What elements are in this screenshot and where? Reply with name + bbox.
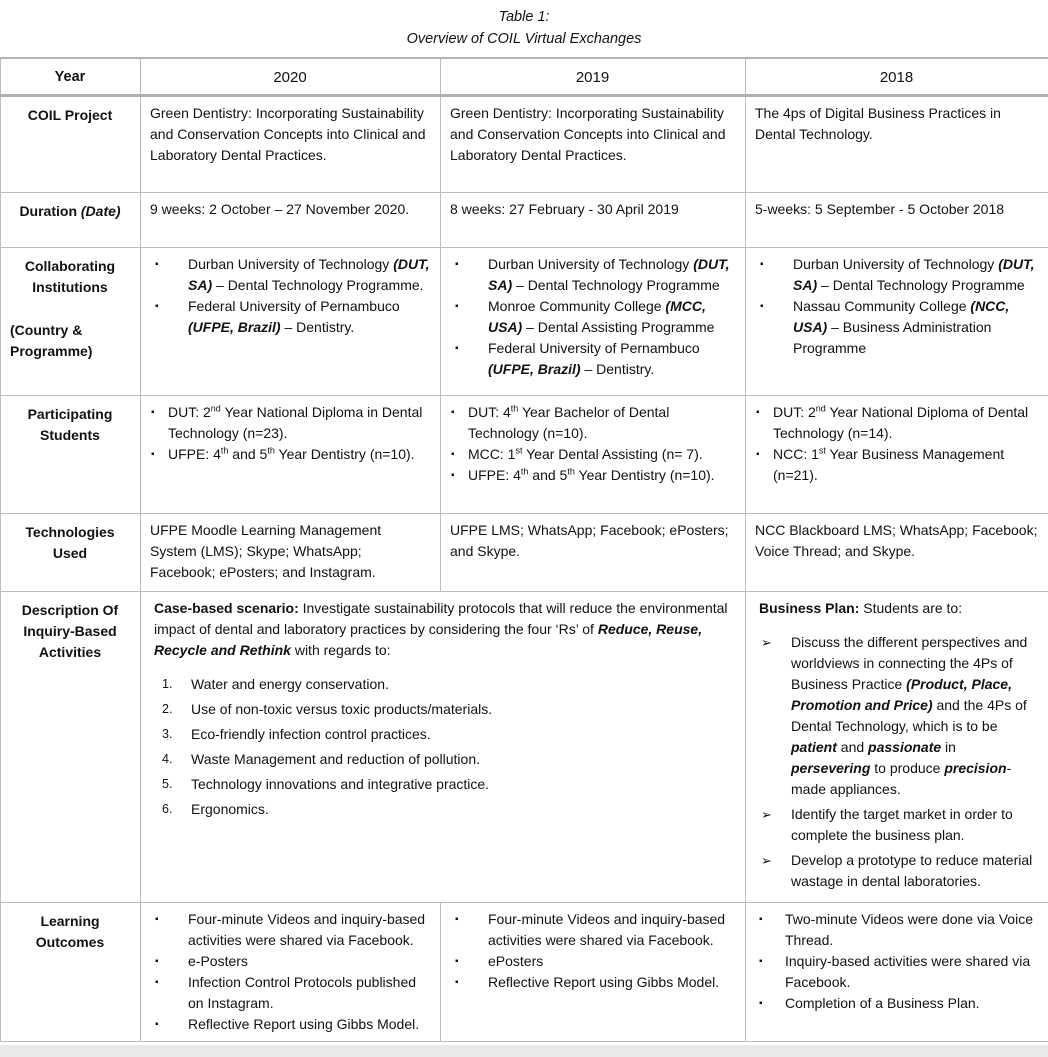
list-item (154, 674, 735, 695)
text-segment: Year Business Management (n=21). (773, 446, 1004, 483)
paragraph (154, 598, 735, 661)
data-cell (141, 396, 441, 514)
text-segment: (Product, Place, Promotion and Price) (791, 676, 1012, 713)
text-segment: st (819, 445, 826, 455)
text-segment: Completion of a Business Plan. (785, 995, 980, 1011)
text-segment: Year Dental Assisting (n= 7). (522, 446, 702, 462)
list-item-text (188, 1014, 430, 1035)
text-segment: (Country & Programme) (10, 322, 92, 359)
text-segment: UFPE: 4 (468, 467, 521, 483)
text-segment: (UFPE, Brazil) (188, 319, 281, 335)
text-segment: Durban University of Technology (793, 256, 998, 272)
text-segment: 9 weeks: 2 October – 27 November 2020. (150, 201, 409, 217)
header-cell-2019: 2019 (441, 58, 746, 96)
list-item (755, 296, 1038, 359)
bullet-marker: ▪ (150, 402, 168, 423)
text-segment: Year Dentistry (n=10). (575, 467, 715, 483)
paragraph (10, 201, 130, 222)
text-segment: Participating Students (28, 406, 113, 443)
text-segment: to produce (870, 760, 944, 776)
text-segment: – Dental Technology Programme. (212, 277, 423, 293)
text-segment: Infection Control Protocols published on Instagram. (188, 974, 416, 1011)
row-label-cell (1, 193, 141, 248)
text-segment: Green Dentistry: Incorporating Sustainability and Conservation Concepts into Clinical and Laboratory Dental Practices. (450, 105, 726, 163)
paragraph (10, 404, 130, 446)
paragraph (10, 522, 130, 564)
list-item (154, 749, 735, 770)
header-cell-2018: 2018 (746, 58, 1048, 96)
list-item (150, 1014, 430, 1035)
paragraph (450, 199, 735, 220)
text-segment: th (267, 445, 275, 455)
number-marker: 2. (154, 699, 191, 720)
text-segment: Nassau Community College (793, 298, 970, 314)
table-title (0, 6, 1048, 50)
data-cell (746, 396, 1048, 514)
text-segment: (NCC, USA) (793, 298, 1009, 335)
header-cell-year: Year (1, 58, 141, 96)
text-segment: with regards to: (291, 642, 391, 658)
bullet-marker: ▪ (755, 951, 785, 972)
text-segment: (UFPE, Brazil) (488, 361, 581, 377)
data-cell (441, 248, 746, 396)
text-segment: th (511, 403, 519, 413)
bullet-marker: ▪ (450, 465, 468, 486)
text-segment: Year National Diploma of Dental Technology (n=14). (773, 404, 1028, 441)
list-item-text (191, 749, 735, 770)
text-segment: patient (791, 739, 837, 755)
text-segment: Green Dentistry: Incorporating Sustainability and Conservation Concepts into Clinical and Laboratory Dental Practices. (150, 105, 426, 163)
coil-overview-table (0, 57, 1048, 1042)
data-cell (441, 193, 746, 248)
paragraph (450, 103, 735, 166)
list-item (759, 632, 1038, 800)
list-item (755, 951, 1038, 993)
list-item-text (191, 799, 735, 820)
list-item (154, 699, 735, 720)
list-item-text (191, 699, 735, 720)
text-segment: – Dental Assisting Programme (522, 319, 714, 335)
list-item (450, 402, 735, 444)
arrow-marker: ➢ (759, 804, 791, 825)
list-item-text (773, 444, 1038, 486)
text-segment: – Dentistry. (281, 319, 355, 335)
bullet-marker: ▪ (450, 444, 468, 465)
text-segment: Federal University of Pernambuco (488, 340, 700, 356)
text-segment: Case-based scenario: (154, 600, 299, 616)
text-segment: – Business Administration Programme (793, 319, 991, 356)
number-marker: 1. (154, 674, 191, 695)
text-segment: and the 4Ps of Dental Technology, which is to be (791, 697, 1027, 734)
text-segment: Year Bachelor of Dental Technology (n=10). (468, 404, 669, 441)
paragraph (150, 520, 430, 583)
text-segment: Technologies Used (25, 524, 114, 561)
text-segment: Reflective Report using Gibbs Model. (488, 974, 719, 990)
list-item (150, 444, 430, 465)
table-body (1, 96, 1048, 1042)
data-cell (746, 96, 1048, 193)
arrow-marker: ➢ (759, 632, 791, 653)
text-segment: Year Dentistry (n=10). (275, 446, 415, 462)
data-cell (746, 514, 1048, 592)
text-segment: (DUT, SA) (488, 256, 729, 293)
text-segment: DUT: 4 (468, 404, 511, 420)
text-segment: Learning Outcomes (36, 913, 104, 950)
list-item (450, 254, 735, 296)
bullet-marker: ▪ (150, 254, 188, 275)
list-item-text (468, 465, 735, 486)
table-row (1, 514, 1048, 592)
text-segment: Reflective Report using Gibbs Model. (188, 1016, 419, 1032)
text-segment: DUT: 2 (773, 404, 816, 420)
data-cell (141, 514, 441, 592)
data-cell (441, 96, 746, 193)
list-item (150, 972, 430, 1014)
list-item-text (488, 296, 735, 338)
text-segment: (DUT, SA) (188, 256, 429, 293)
paragraph (10, 600, 130, 663)
row-label-cell (1, 396, 141, 514)
text-segment: e-Posters (188, 953, 248, 969)
bullet-marker: ▪ (755, 296, 793, 317)
text-segment: – Dentistry. (581, 361, 655, 377)
text-segment: passionate (868, 739, 941, 755)
list-item (450, 296, 735, 338)
bullet-marker: ▪ (150, 951, 188, 972)
bullet-marker: ▪ (755, 254, 793, 275)
list-item-text (188, 951, 430, 972)
bullet-marker: ▪ (450, 254, 488, 275)
list-item (150, 909, 430, 951)
text-segment: Description Of Inquiry-Based Activities (22, 602, 118, 660)
text-segment: Identify the target market in order to complete the business plan. (791, 806, 1013, 843)
text-segment: in (941, 739, 956, 755)
list-item (755, 444, 1038, 486)
bullet-marker: ▪ (450, 402, 468, 423)
list-item-text (488, 254, 735, 296)
text-segment: and (837, 739, 868, 755)
text-segment: Duration (19, 203, 80, 219)
text-segment: Business Plan: (759, 600, 859, 616)
arrow-marker: ➢ (759, 850, 791, 871)
data-cell (746, 592, 1048, 903)
list-item (150, 296, 430, 338)
list-item-text (785, 951, 1038, 993)
text-segment: and 5 (528, 467, 567, 483)
text-segment: NCC: 1 (773, 446, 819, 462)
text-segment: Year National Diploma in Dental Technology (n=23). (168, 404, 422, 441)
text-segment: Technology innovations and integrative practice. (191, 776, 489, 792)
paragraph (759, 598, 1038, 619)
bullet-marker: ▪ (755, 909, 785, 930)
text-segment: COIL Project (28, 107, 113, 123)
bullet-marker: ▪ (755, 993, 785, 1014)
list-item (150, 402, 430, 444)
list-item (450, 972, 735, 993)
paragraph (755, 520, 1038, 562)
text-segment: UFPE Moodle Learning Management System (LMS); Skype; WhatsApp; Facebook; ePosters; and Instagram. (150, 522, 381, 580)
text-segment: – Dental Technology Programme (512, 277, 720, 293)
list-item-text (191, 774, 735, 795)
text-segment: nd (816, 403, 826, 413)
paragraph (450, 520, 735, 562)
text-segment: UFPE LMS; WhatsApp; Facebook; ePosters; and Skype. (450, 522, 729, 559)
table-row (1, 903, 1048, 1042)
list-item-text (188, 909, 430, 951)
text-segment: -made appliances. (791, 760, 1011, 797)
list-item-text (793, 254, 1038, 296)
list-item (450, 338, 735, 380)
list-item-text (468, 444, 735, 465)
text-segment: (MCC, USA) (488, 298, 706, 335)
text-segment: 8 weeks: 27 February - 30 April 2019 (450, 201, 679, 217)
table-row (1, 193, 1048, 248)
list-item-text (468, 402, 735, 444)
number-marker: 5. (154, 774, 191, 795)
list-item (450, 444, 735, 465)
data-cell (141, 903, 441, 1042)
text-segment: Water and energy conservation. (191, 676, 389, 692)
bullet-marker: ▪ (450, 296, 488, 317)
text-segment: Develop a prototype to reduce material wastage in dental laboratories. (791, 852, 1032, 889)
bullet-marker: ▪ (450, 338, 488, 359)
list-item-text (188, 296, 430, 338)
number-marker: 3. (154, 724, 191, 745)
text-segment: Reduce, Reuse, Recycle and Rethink (154, 621, 702, 658)
list-item-text (488, 972, 735, 993)
row-label-cell (1, 514, 141, 592)
list-item-text (791, 850, 1038, 892)
bullet-marker: ▪ (150, 909, 188, 930)
text-segment: UFPE: 4 (168, 446, 221, 462)
list-item-text (188, 254, 430, 296)
header-cell-2020: 2020 (141, 58, 441, 96)
bullet-marker: ▪ (450, 951, 488, 972)
bullet-marker: ▪ (450, 972, 488, 993)
text-segment: Discuss the different perspectives and worldviews in connecting the 4Ps of Business Practice (791, 634, 1027, 692)
data-cell (141, 96, 441, 193)
row-label-cell (1, 96, 141, 193)
list-item-text (793, 296, 1038, 359)
list-item (450, 951, 735, 972)
text-segment: ePosters (488, 953, 543, 969)
bullet-marker: ▪ (755, 444, 773, 465)
bullet-marker: ▪ (150, 972, 188, 993)
data-cell (141, 248, 441, 396)
text-segment: Monroe Community College (488, 298, 665, 314)
paragraph (10, 320, 130, 362)
text-segment: Collaborating Institutions (25, 258, 115, 295)
list-item (755, 402, 1038, 444)
text-segment: Investigate sustainability protocols that will reduce the environmental impact of dental and laboratory practices by considering the four ‘Rs’ of (154, 600, 728, 637)
list-item-text (785, 993, 1038, 1014)
text-segment: th (221, 445, 229, 455)
text-segment: MCC: 1 (468, 446, 515, 462)
text-segment: Four-minute Videos and inquiry-based activities were shared via Facebook. (188, 911, 425, 948)
list-item (154, 774, 735, 795)
text-segment: Waste Management and reduction of pollution. (191, 751, 480, 767)
table-row (1, 592, 1048, 903)
bottom-shadow-band (0, 1045, 1048, 1057)
paragraph (10, 105, 130, 126)
text-segment: – Dental Technology Programme (817, 277, 1025, 293)
text-segment: (Date) (81, 203, 121, 219)
list-item-text (488, 338, 735, 380)
list-item-text (488, 951, 735, 972)
text-segment: Ergonomics. (191, 801, 269, 817)
paragraph (10, 911, 130, 953)
list-item-text (191, 724, 735, 745)
text-segment: th (567, 466, 575, 476)
text-segment: persevering (791, 760, 870, 776)
list-item (759, 804, 1038, 846)
table-row (1, 96, 1048, 193)
bullet-marker: ▪ (450, 909, 488, 930)
table-row (1, 396, 1048, 514)
list-item-text (188, 972, 430, 1014)
table-title-caption: Overview of COIL Virtual Exchanges (0, 28, 1048, 50)
list-item (759, 850, 1038, 892)
list-item (154, 799, 735, 820)
table-row (1, 248, 1048, 396)
text-segment: (DUT, SA) (793, 256, 1034, 293)
text-segment: NCC Blackboard LMS; WhatsApp; Facebook; Voice Thread; and Skype. (755, 522, 1037, 559)
text-segment: 5-weeks: 5 September - 5 October 2018 (755, 201, 1004, 217)
data-cell (441, 514, 746, 592)
list-item (755, 993, 1038, 1014)
number-marker: 6. (154, 799, 191, 820)
row-label-cell (1, 592, 141, 903)
data-cell (141, 193, 441, 248)
text-segment: precision (944, 760, 1006, 776)
list-item (150, 951, 430, 972)
text-segment: and 5 (228, 446, 267, 462)
text-segment: Durban University of Technology (488, 256, 693, 272)
bullet-marker: ▪ (150, 444, 168, 465)
number-marker: 4. (154, 749, 191, 770)
bullet-marker: ▪ (755, 402, 773, 423)
text-segment: DUT: 2 (168, 404, 211, 420)
list-item-text (791, 804, 1038, 846)
list-item-text (791, 632, 1038, 800)
list-item (755, 254, 1038, 296)
bullet-marker: ▪ (150, 296, 188, 317)
list-item (150, 254, 430, 296)
text-segment: th (521, 466, 529, 476)
list-item (755, 909, 1038, 951)
data-cell (746, 193, 1048, 248)
data-cell (746, 903, 1048, 1042)
paragraph (755, 199, 1038, 220)
paragraph (150, 103, 430, 166)
table-title-number: Table 1: (0, 6, 1048, 28)
text-segment: Two-minute Videos were done via Voice Thread. (785, 911, 1033, 948)
text-segment: Federal University of Pernambuco (188, 298, 400, 314)
text-segment: Four-minute Videos and inquiry-based activities were shared via Facebook. (488, 911, 725, 948)
list-item-text (191, 674, 735, 695)
paragraph (150, 199, 430, 220)
text-segment: Eco-friendly infection control practices. (191, 726, 431, 742)
row-label-cell (1, 248, 141, 396)
data-cell (746, 248, 1048, 396)
data-cell (441, 396, 746, 514)
paragraph (10, 256, 130, 298)
data-cell (441, 903, 746, 1042)
data-cell (141, 592, 746, 903)
text-segment: nd (211, 403, 221, 413)
text-segment: Inquiry-based activities were shared via Facebook. (785, 953, 1030, 990)
text-segment: Durban University of Technology (188, 256, 393, 272)
list-item-text (488, 909, 735, 951)
text-segment: st (515, 445, 522, 455)
table-header-row (1, 58, 1048, 96)
bullet-marker: ▪ (150, 1014, 188, 1035)
list-item-text (773, 402, 1038, 444)
list-item (154, 724, 735, 745)
paragraph (755, 103, 1038, 145)
list-item-text (168, 444, 430, 465)
text-segment: Students are to: (859, 600, 962, 616)
list-item-text (785, 909, 1038, 951)
text-segment: Use of non-toxic versus toxic products/materials. (191, 701, 492, 717)
text-segment: The 4ps of Digital Business Practices in Dental Technology. (755, 105, 1001, 142)
list-item (450, 909, 735, 951)
list-item (450, 465, 735, 486)
row-label-cell (1, 903, 141, 1042)
list-item-text (168, 402, 430, 444)
